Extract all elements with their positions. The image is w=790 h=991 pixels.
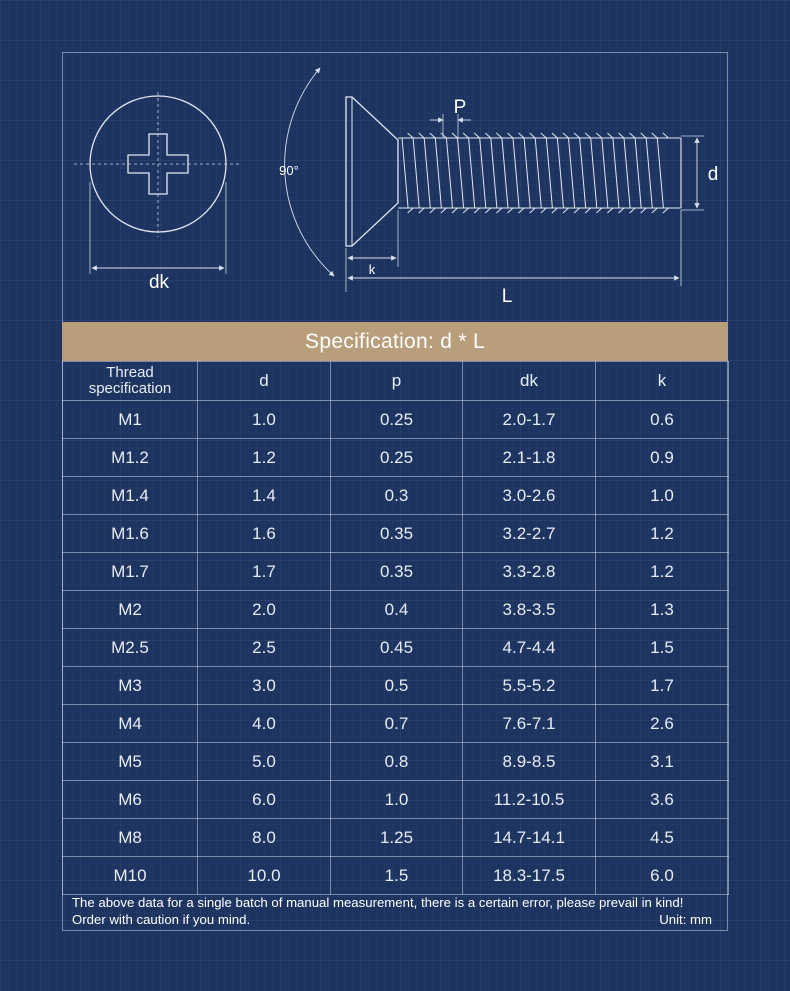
cell-dk: 3.8-3.5 <box>463 591 596 629</box>
cell-p: 0.5 <box>331 667 463 705</box>
table-row <box>63 781 729 819</box>
table-row <box>63 629 729 667</box>
cell-d: 3.0 <box>198 667 331 705</box>
table-row <box>63 705 729 743</box>
cell-thread: M1.7 <box>63 553 198 591</box>
table-row <box>63 477 729 515</box>
cell-thread: M3 <box>63 667 198 705</box>
cell-d: 6.0 <box>198 781 331 819</box>
cell-k: 1.2 <box>596 553 729 591</box>
cell-thread: M8 <box>63 819 198 857</box>
cell-dk: 5.5-5.2 <box>463 667 596 705</box>
cell-p: 0.25 <box>331 401 463 439</box>
cell-k: 0.9 <box>596 439 729 477</box>
cell-k: 1.2 <box>596 515 729 553</box>
cell-dk: 2.1-1.8 <box>463 439 596 477</box>
unit-label: Unit: mm <box>659 911 712 927</box>
cell-thread: M1 <box>63 401 198 439</box>
cell-thread: M1.6 <box>63 515 198 553</box>
cell-k: 1.7 <box>596 667 729 705</box>
cell-dk: 7.6-7.1 <box>463 705 596 743</box>
cell-dk: 3.2-2.7 <box>463 515 596 553</box>
cell-d: 2.5 <box>198 629 331 667</box>
cell-k: 6.0 <box>596 857 729 895</box>
cell-p: 0.45 <box>331 629 463 667</box>
length-label: L <box>501 286 513 307</box>
cell-d: 10.0 <box>198 857 331 895</box>
note-line-1: The above data for a single batch of manual measurement, there is a certain error, please prevail in kind! <box>72 895 684 910</box>
cell-d: 8.0 <box>198 819 331 857</box>
cell-thread: M1.2 <box>63 439 198 477</box>
screw-head-top-view <box>74 92 242 293</box>
specification-title-bar <box>62 322 728 361</box>
cell-k: 4.5 <box>596 819 729 857</box>
cell-dk: 2.0-1.7 <box>463 401 596 439</box>
table-row <box>63 667 729 705</box>
cell-d: 1.0 <box>198 401 331 439</box>
cell-d: 5.0 <box>198 743 331 781</box>
cell-thread: M6 <box>63 781 198 819</box>
cell-p: 0.35 <box>331 553 463 591</box>
cell-d: 2.0 <box>198 591 331 629</box>
cell-p: 0.4 <box>331 591 463 629</box>
screw-technical-drawing <box>62 52 728 322</box>
table-row <box>63 515 729 553</box>
cell-k: 0.6 <box>596 401 729 439</box>
cell-d: 4.0 <box>198 705 331 743</box>
cell-p: 0.7 <box>331 705 463 743</box>
table-body <box>63 401 729 895</box>
cell-p: 1.5 <box>331 857 463 895</box>
header-d: d <box>198 362 331 401</box>
cell-p: 0.8 <box>331 743 463 781</box>
screw-drawing-svg <box>62 52 728 322</box>
specification-table <box>62 361 729 895</box>
cell-dk: 3.0-2.6 <box>463 477 596 515</box>
cell-dk: 11.2-10.5 <box>463 781 596 819</box>
header-dk: dk <box>463 362 596 401</box>
specification-title: Specification: d * L <box>305 329 485 353</box>
note-line-2: Order with caution if you mind. <box>72 911 251 927</box>
screw-side-view <box>279 68 718 307</box>
cell-dk: 14.7-14.1 <box>463 819 596 857</box>
cell-p: 0.3 <box>331 477 463 515</box>
cell-p: 0.25 <box>331 439 463 477</box>
cell-k: 1.0 <box>596 477 729 515</box>
disclaimer-note <box>62 894 728 931</box>
table-row <box>63 819 729 857</box>
head-height-label: k <box>368 262 376 277</box>
table-header-row <box>63 362 729 401</box>
table-row <box>63 439 729 477</box>
cell-k: 1.3 <box>596 591 729 629</box>
cell-k: 2.6 <box>596 705 729 743</box>
header-p: p <box>331 362 463 401</box>
cell-p: 1.0 <box>331 781 463 819</box>
cell-thread: M10 <box>63 857 198 895</box>
cell-thread: M4 <box>63 705 198 743</box>
pitch-label: P <box>453 97 467 118</box>
table-row <box>63 743 729 781</box>
angle-label: 90° <box>279 163 299 178</box>
cell-dk: 18.3-17.5 <box>463 857 596 895</box>
cell-thread: M2 <box>63 591 198 629</box>
cell-dk: 3.3-2.8 <box>463 553 596 591</box>
cell-k: 3.1 <box>596 743 729 781</box>
cell-k: 3.6 <box>596 781 729 819</box>
cell-d: 1.6 <box>198 515 331 553</box>
cell-dk: 4.7-4.4 <box>463 629 596 667</box>
thread-lines <box>402 133 668 213</box>
cell-thread: M1.4 <box>63 477 198 515</box>
cell-dk: 8.9-8.5 <box>463 743 596 781</box>
table-row <box>63 857 729 895</box>
header-thread-specification: Thread specification <box>63 362 198 401</box>
cell-p: 1.25 <box>331 819 463 857</box>
dk-label: dk <box>148 272 170 293</box>
cell-k: 1.5 <box>596 629 729 667</box>
cell-thread: M5 <box>63 743 198 781</box>
header-k: k <box>596 362 729 401</box>
diameter-label: d <box>707 164 719 185</box>
cell-thread: M2.5 <box>63 629 198 667</box>
table-row <box>63 591 729 629</box>
table-row <box>63 401 729 439</box>
table-row <box>63 553 729 591</box>
cell-d: 1.7 <box>198 553 331 591</box>
cell-p: 0.35 <box>331 515 463 553</box>
cell-d: 1.4 <box>198 477 331 515</box>
countersunk-head <box>346 97 398 246</box>
cell-d: 1.2 <box>198 439 331 477</box>
